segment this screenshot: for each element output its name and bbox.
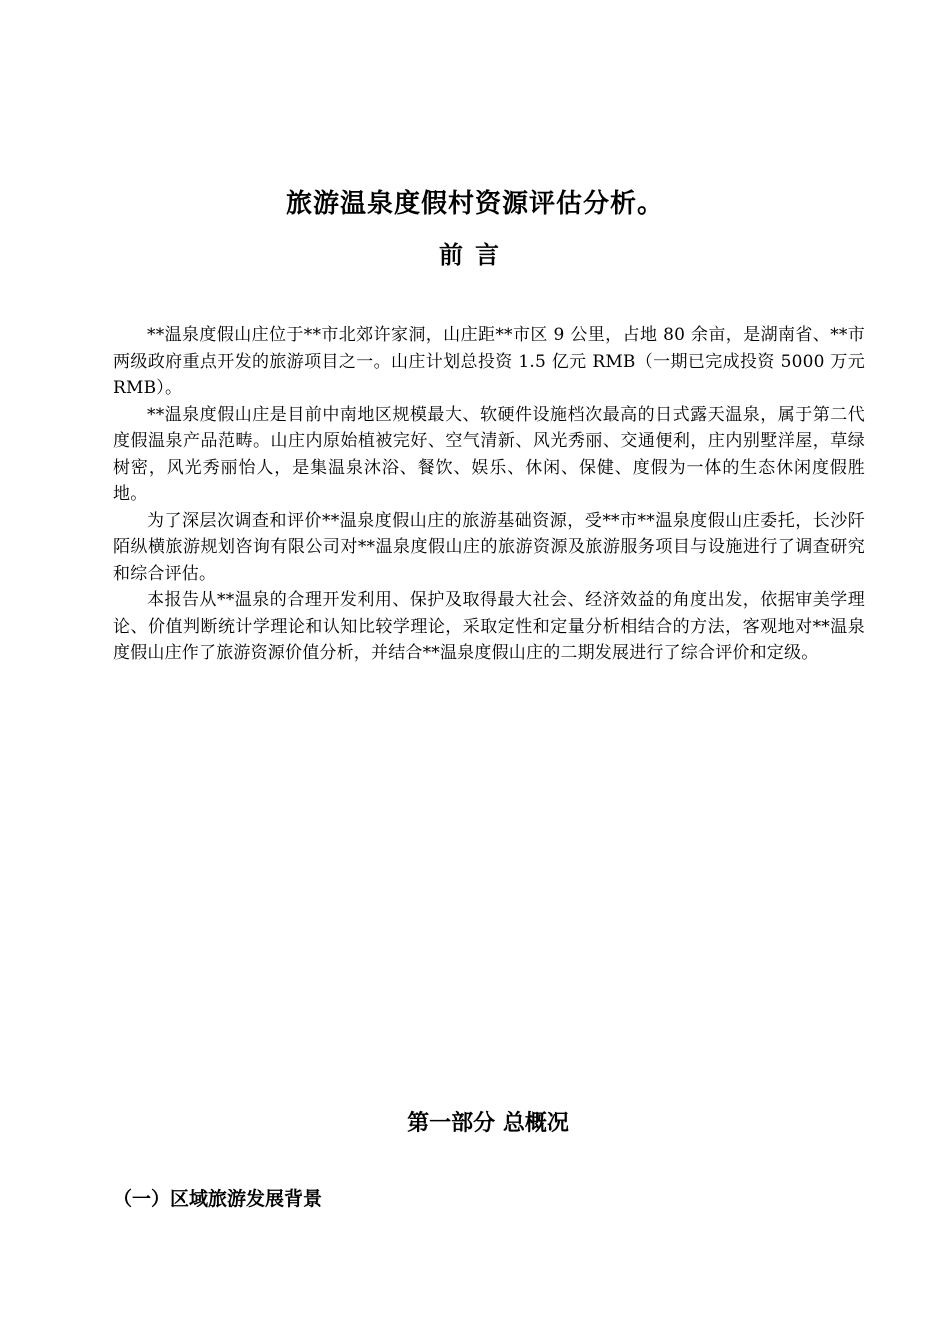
paragraph: 为了深层次调查和评价**温泉度假山庄的旅游基础资源，受**市**温泉度假山庄委托，长沙阡陌纵横旅游规划咨询有限公司对**温泉度假山庄的旅游资源及旅游服务项目与设施进行了调查研究和综合评估。 xyxy=(113,510,865,584)
paragraph: **温泉度假山庄位于**市北郊许家洞，山庄距**市区 9 公里，占地 80 余亩，是湖南省、**市两级政府重点开发的旅游项目之一。山庄计划总投资 1.5 亿元 RMB（一期已完成投资 5000 万元 RMB）。 xyxy=(113,325,865,398)
document-title: 旅游温泉度假村资源评估分析。 xyxy=(285,189,664,219)
paragraph: **温泉度假山庄是目前中南地区规模最大、软硬件设施档次最高的日式露天温泉，属于第二代度假温泉产品范畴。山庄内原始植被完好、空气清新、风光秀丽、交通便利，庄内别墅洋屋，草绿树密，风光秀丽怡人，是集温泉沐浴、餐饮、娱乐、休闲、保健、度假为一体的生态休闲度假胜地。 xyxy=(113,404,865,504)
part-heading: 第一部分 总概况 xyxy=(407,1110,569,1136)
preface-heading: 前言 xyxy=(439,240,511,269)
section-heading: （一）区域旅游发展背景 xyxy=(113,1188,323,1210)
preface-body xyxy=(113,322,865,667)
paragraph: 本报告从**温泉的合理开发利用、保护及取得最大社会、经济效益的角度出发，依据审美学理论、价值判断统计学理论和认知比较学理论，采取定性和定量分析相结合的方法，客观地对**温泉度假山庄作了旅游资源价值分析，并结合**温泉度假山庄的二期发展进行了综合评价和定级。 xyxy=(113,590,865,663)
